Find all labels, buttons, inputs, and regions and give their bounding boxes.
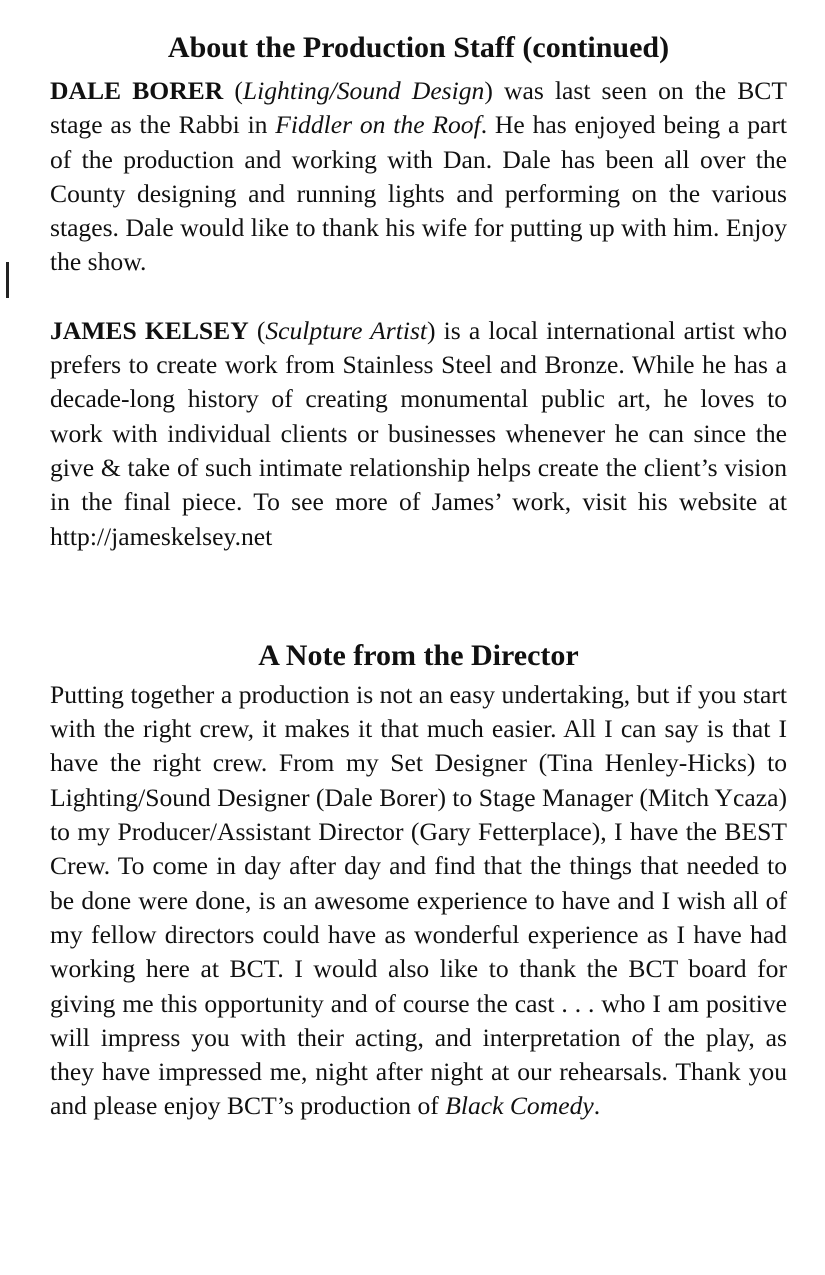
dale-borer-text-2: . He has enjoyed being a part of the production and working with Dan. Dale has been all over the County designing and running lights and performing on the various stages. Dale would like to thank his wife for putting up with him. Enjoy the show. bbox=[50, 110, 787, 277]
fiddler-title: Fiddler on the Roof bbox=[275, 110, 481, 140]
james-kelsey-text: ) is a local international artist who prefers to create work from Stainless Steel and Bronze. While he has a decade-long history of creating monumental public art, he loves to work with individual clients or businesses whenever he can since the give & take of such intimate relationship helps create the client’s vision in the final piece. To see more of James’ work, visit his website at http://jameskelsey.net bbox=[50, 315, 788, 551]
dale-borer-bio bbox=[50, 74, 787, 280]
margin-mark bbox=[6, 262, 9, 298]
director-heading: A Note from the Director bbox=[258, 638, 579, 672]
james-kelsey-bio bbox=[50, 314, 787, 554]
dale-borer-name: DALE BORER bbox=[50, 76, 224, 105]
program-page bbox=[50, 28, 787, 1124]
staff-heading: About the Production Staff (continued) bbox=[167, 31, 670, 64]
black-comedy-title: Black Comedy bbox=[445, 1091, 594, 1121]
director-note bbox=[50, 678, 787, 1124]
dale-borer-role-open: ( bbox=[223, 76, 243, 105]
james-kelsey-name: JAMES KELSEY bbox=[50, 315, 249, 345]
james-kelsey-role-open: ( bbox=[248, 315, 266, 345]
james-kelsey-role: Sculpture Artist bbox=[265, 315, 428, 345]
director-note-text-1: Putting together a production is not an easy undertaking, but if you start with the right crew, it makes it that much easier. All I can say is that I have the right crew. From my Set Designer (Tina Henley-Hicks) to Lighting/Sound Designer (Dale Borer) to Stage Manager (Mitch Ycaza) to my Producer/Assistant Director (Gary Fetterplace), I have the BEST Crew. To come in day after day and find that the things that needed to be done were done, is an awesome experience to have and I wish all of my fellow directors could have as wonderful experience as I have had working here at BCT. I would also like to thank the BCT board for giving me this opportunity and of course the cast . . . who I am positive will impress you with their acting, and interpretation of the play, as they have impressed me, night after night at our rehearsals. Thank you and please enjoy BCT’s production of bbox=[50, 679, 787, 1121]
director-note-text-2: . bbox=[593, 1091, 601, 1121]
dale-borer-text-1: ) was last seen on the BCT stage as the Rabbi in bbox=[50, 76, 787, 140]
dale-borer-role: Lighting/Sound Design bbox=[242, 76, 485, 105]
